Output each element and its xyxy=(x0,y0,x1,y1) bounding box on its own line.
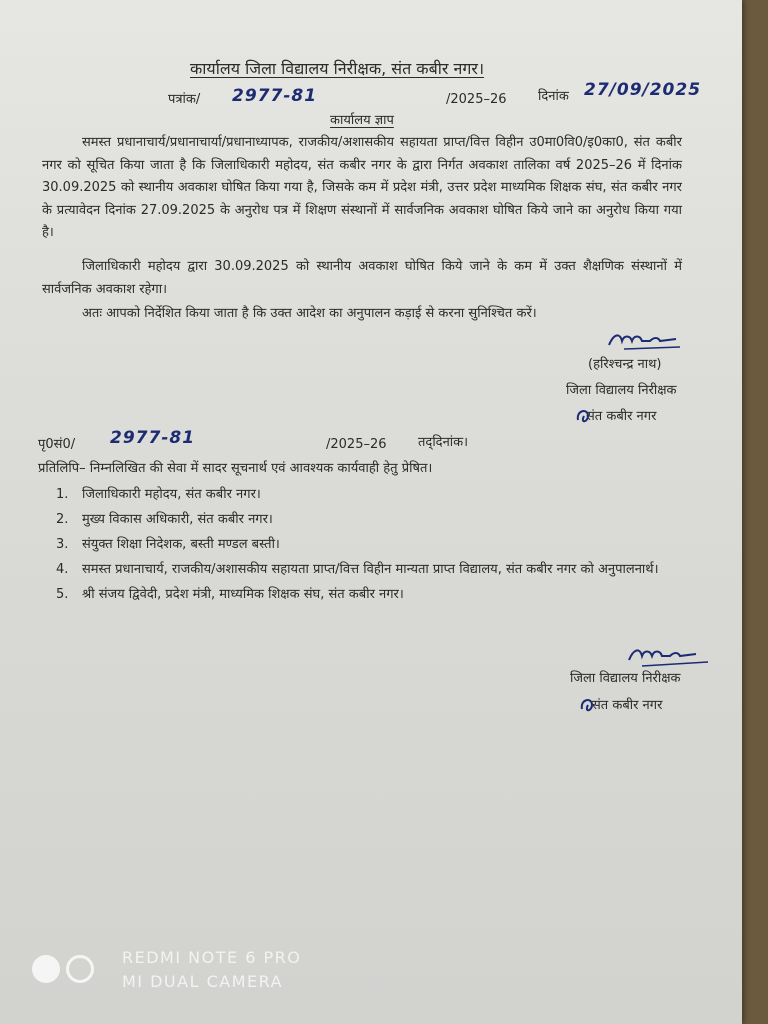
ref-label: पत्रांक/ xyxy=(168,92,201,107)
body-paragraph-3: अतः आपको निर्देशित किया जाता है कि उक्त आदेश का अनुपालन कड़ाई से करना सुनिश्चित करें। xyxy=(82,306,537,321)
date-label: दिनांक xyxy=(538,89,569,104)
date-handwritten: 27/09/2025 xyxy=(584,80,702,100)
list-item: 2. मुख्य विकास अधिकारी, संत कबीर नगर। xyxy=(56,512,273,527)
body-paragraph-1: समस्त प्रधानाचार्य/प्रधानाचार्या/प्रधानाध्यापक, राजकीय/अशासकीय सहायता प्राप्त/वित्त विहीन उ0मा0वि0/इ0का0, संत कबीर नगर को सूचित किया जाता है कि जिलाधिकारी महोदय, संत कबीर नगर के द्वारा निर्गत अवकाश तालिका वर्ष 2025–26 में दिनांक 30.09.2025 को स्थानीय अवकाश घोषित किया गया है, जिसके कम में प्रदेश मंत्री, उत्तर प्रदेश माध्यमिक शिक्षक संघ, संत कबीर नगर के प्रत्यावेदन दिनांक 27.09.2025 के अनुरोध पत्र में शिक्षण संस्थानों में सार्वजनिक अवकाश घोषित किये जाने का अनुरोध किया गया है। xyxy=(42,135,682,240)
signatory-designation-2: जिला विद्यालय निरीक्षक xyxy=(570,671,681,686)
endorsement-ref-handwritten: 2977-81 xyxy=(110,428,196,448)
copy-heading: प्रतिलिपि– निम्नलिखित की सेवा में सादर सूचनार्थ एवं आवश्यक कार्यवाही हेतु प्रेषित। xyxy=(38,461,433,476)
endorsement-date: तद्‌दिनांक। xyxy=(418,435,469,450)
signature-mark-1 xyxy=(604,325,684,355)
list-item: 5. श्री संजय द्विवेदी, प्रदेश मंत्री, माध्यमिक शिक्षक संघ, संत कबीर नगर। xyxy=(56,587,404,602)
endorsement-year: /2025–26 xyxy=(326,437,387,452)
signatory-place-1: संत कबीर नगर xyxy=(586,409,657,424)
watermark-line-1: REDMI NOTE 6 PRO xyxy=(122,948,302,967)
signature-mark-2 xyxy=(624,640,714,672)
copy-list xyxy=(56,484,716,606)
camera-watermark xyxy=(122,946,301,994)
filled-circle-icon xyxy=(32,955,60,983)
initial-mark-2 xyxy=(578,693,598,715)
memo-heading: कार्यालय ज्ञाप xyxy=(330,113,394,128)
list-item: 1. जिलाधिकारी महोदय, संत कबीर नगर। xyxy=(56,487,261,502)
signatory-designation-1: जिला विद्यालय निरीक्षक xyxy=(566,383,677,398)
list-item: 4. समस्त प्रधानाचार्य, राजकीय/अशासकीय सहायता प्राप्त/वित्त विहीन मान्यता प्राप्त विद्यालय, संत कबीर नगर को अनुपालनार्थ। xyxy=(56,562,659,577)
camera-logo xyxy=(32,955,94,983)
ref-number-handwritten: 2977-81 xyxy=(232,86,318,106)
list-item: 3. संयुक्त शिक्षा निदेशक, बस्ती मण्डल बस्ती। xyxy=(56,537,280,552)
initial-mark-1 xyxy=(574,404,594,426)
office-title: कार्यालय जिला विद्यालय निरीक्षक, संत कबीर नगर। xyxy=(190,59,485,78)
ring-circle-icon xyxy=(66,955,94,983)
endorsement-ref-label: पृ0सं0/ xyxy=(38,437,76,452)
watermark-line-2: MI DUAL CAMERA xyxy=(122,972,284,991)
body-paragraph-2: जिलाधिकारी महोदय द्वारा 30.09.2025 को स्थानीय अवकाश घोषित किये जाने के कम में उक्त शैक्षणिक संस्थानों में सार्वजनिक अवकाश रहेगा। xyxy=(42,259,682,297)
signatory-place-2: संत कबीर नगर xyxy=(592,698,663,713)
signatory-name: (हरिश्चन्द्र नाथ) xyxy=(588,357,662,372)
ref-year: /2025–26 xyxy=(446,92,507,107)
